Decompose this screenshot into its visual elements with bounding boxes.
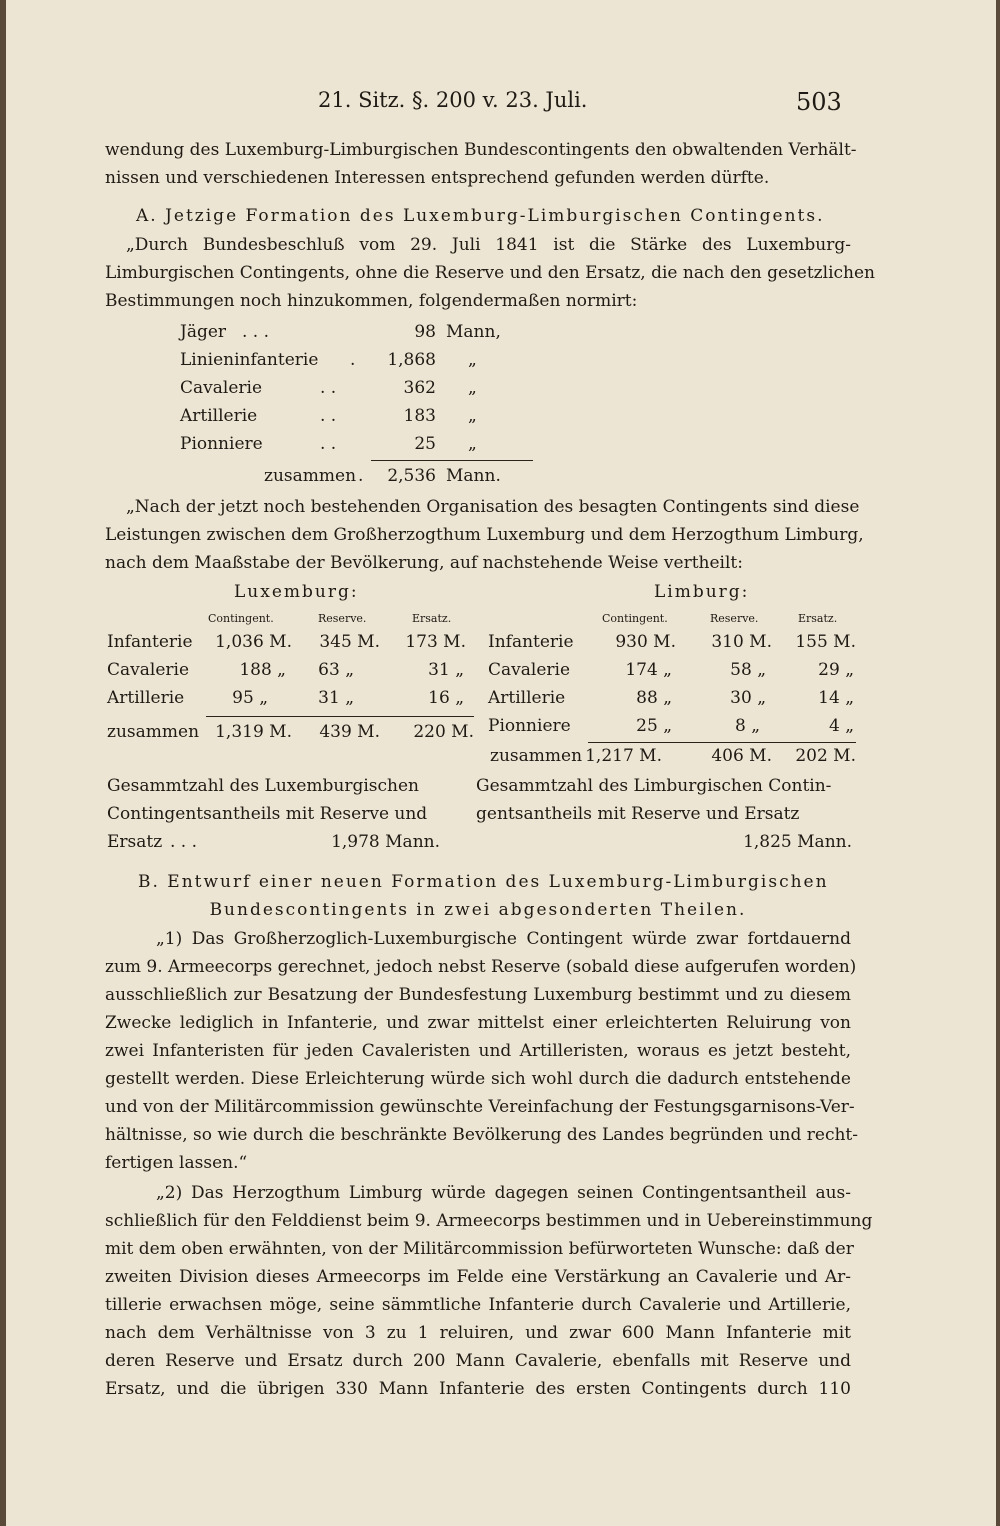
cell-reserve: 345 M. <box>319 632 380 652</box>
total-reserve: 406 M. <box>711 746 772 766</box>
sum-rule <box>206 716 474 717</box>
body-line: mit dem oben erwähnten, von der Militärcommission befürworteten Wunsche: daß der <box>105 1239 854 1259</box>
col-head: Contingent. <box>602 612 668 625</box>
lux-summary-dots: . . . <box>170 832 198 852</box>
col-head: Contingent. <box>208 612 274 625</box>
row-label: Artillerie <box>488 688 566 708</box>
col-head: Reserve. <box>318 612 367 625</box>
col-head: Reserve. <box>710 612 759 625</box>
body-line: „2) Das Herzogthum Limburg würde dagegen seinen Contingentsantheil aus- <box>156 1183 851 1203</box>
cell-contingent: 188 „ <box>239 660 286 680</box>
cell-reserve: 310 M. <box>711 632 772 652</box>
row-label: Pionniere <box>180 434 263 454</box>
cell-reserve: 63 „ <box>318 660 354 680</box>
cell-ersatz: 173 M. <box>405 632 466 652</box>
row-label: Artillerie <box>180 406 258 426</box>
lim-summary-line: gentsantheils mit Reserve und Ersatz <box>476 804 800 824</box>
row-value: 183 <box>403 406 436 426</box>
cell-contingent: 174 „ <box>625 660 672 680</box>
row-label: Infanterie <box>107 632 193 652</box>
running-head: 21. Sitz. §. 200 v. 23. Juli. <box>318 88 588 112</box>
body-line: „Nach der jetzt noch bestehenden Organisation des besagten Contingents sind diese <box>126 497 860 517</box>
sum-rule <box>371 460 533 461</box>
cell-contingent: 25 „ <box>636 716 672 736</box>
cell-ersatz: 16 „ <box>428 688 464 708</box>
cell-reserve: 30 „ <box>730 688 766 708</box>
cell-contingent: 1,036 M. <box>215 632 292 652</box>
body-line: ausschließlich zur Besatzung der Bundesfestung Luxemburg bestimmt und zu diesem <box>105 985 851 1005</box>
body-line: deren Reserve und Ersatz durch 200 Mann Cavalerie, ebenfalls mit Reserve und <box>105 1351 851 1371</box>
row-value: 98 <box>414 322 436 342</box>
body-line: schließlich für den Felddienst beim 9. Armeecorps bestimmen und in Uebereinstimmung <box>105 1211 873 1231</box>
body-line: wendung des Luxemburg-Limburgischen Bundescontingents den obwaltenden Verhält- <box>105 140 857 160</box>
total-reserve: 439 M. <box>319 722 380 742</box>
sum-rule <box>588 742 856 743</box>
row-label: Linieninfanterie <box>180 350 319 370</box>
cell-reserve: 8 „ <box>734 716 760 736</box>
row-unit: Mann, <box>446 322 501 342</box>
body-line: gestellt werden. Diese Erleichterung würde sich wohl durch die dadurch entstehende <box>105 1069 851 1089</box>
row-value: 1,868 <box>387 350 436 370</box>
total-unit: Mann. <box>446 466 501 486</box>
cell-reserve: 31 „ <box>318 688 354 708</box>
row-dots: . . <box>320 406 337 426</box>
document-page <box>6 0 996 1526</box>
section-b-heading: Bundescontingents in zwei abgesonderten Theilen. <box>209 900 747 920</box>
total-label: zusammen <box>490 746 583 766</box>
total-label: zusammen <box>107 722 200 742</box>
lux-summary-label: Ersatz <box>107 832 163 852</box>
row-unit: „ <box>468 378 477 398</box>
row-value: 362 <box>403 378 436 398</box>
limburg-title: Limburg: <box>654 582 750 602</box>
body-line: Bestimmungen noch hinzukommen, folgendermaßen normirt: <box>105 291 638 311</box>
row-dots: . . <box>320 434 337 454</box>
body-line: fertigen lassen.“ <box>105 1153 248 1173</box>
row-label: Cavalerie <box>107 660 190 680</box>
cell-reserve: 58 „ <box>730 660 766 680</box>
body-line: nach dem Maaßstabe der Bevölkerung, auf nachstehende Weise vertheilt: <box>105 553 743 573</box>
row-unit: „ <box>468 406 477 426</box>
cell-contingent: 88 „ <box>636 688 672 708</box>
body-line: hältnisse, so wie durch die beschränkte Bevölkerung des Landes begründen und recht- <box>105 1125 859 1145</box>
lux-summary-line: Gesammtzahl des Luxemburgischen <box>107 776 420 796</box>
col-head: Ersatz. <box>412 612 452 625</box>
body-line: Ersatz, und die übrigen 330 Mann Infanterie des ersten Contingents durch 110 <box>105 1379 851 1399</box>
body-line: Leistungen zwischen dem Großherzogthum Luxemburg und dem Herzogthum Limburg, <box>105 525 864 545</box>
row-label: Infanterie <box>488 632 574 652</box>
row-label: Artillerie <box>107 688 185 708</box>
lux-summary-total: 1,978 Mann. <box>331 832 440 852</box>
cell-ersatz: 14 „ <box>818 688 854 708</box>
row-dots: . <box>350 350 356 370</box>
body-line: Limburgischen Contingents, ohne die Reserve und den Ersatz, die nach den gesetzlichen <box>105 263 875 283</box>
total-value: 2,536 <box>387 466 436 486</box>
cell-contingent: 95 „ <box>232 688 268 708</box>
cell-contingent: 930 M. <box>615 632 676 652</box>
col-head: Ersatz. <box>798 612 838 625</box>
body-line: tillerie erwachsen möge, seine sämmtliche Infanterie durch Cavalerie und Artillerie, <box>105 1295 851 1315</box>
body-line: „Durch Bundesbeschluß vom 29. Juli 1841 ist die Stärke des Luxemburg- <box>126 235 851 255</box>
total-contingent: 1,319 M. <box>215 722 292 742</box>
cell-ersatz: 155 M. <box>795 632 856 652</box>
total-label: zusammen <box>264 466 357 486</box>
section-b-heading: B. Entwurf einer neuen Formation des Luxemburg-Limburgischen <box>138 872 829 892</box>
row-label: Cavalerie <box>180 378 263 398</box>
total-contingent: 1,217 M. <box>585 746 662 766</box>
body-line: nach dem Verhältnisse von 3 zu 1 reluiren, und zwar 600 Mann Infanterie mit <box>105 1323 851 1343</box>
row-label: Cavalerie <box>488 660 571 680</box>
section-a-heading: A. Jetzige Formation des Luxemburg-Limburgischen Contingents. <box>136 206 825 226</box>
cell-ersatz: 4 „ <box>828 716 854 736</box>
total-ersatz: 202 M. <box>795 746 856 766</box>
row-unit: „ <box>468 434 477 454</box>
lim-summary-total: 1,825 Mann. <box>743 832 852 852</box>
total-dots: . <box>358 466 364 486</box>
row-label: Pionniere <box>488 716 571 736</box>
page-number: 503 <box>796 88 842 116</box>
lim-summary-line: Gesammtzahl des Limburgischen Contin- <box>476 776 832 796</box>
total-ersatz: 220 M. <box>413 722 474 742</box>
row-unit: „ <box>468 350 477 370</box>
row-value: 25 <box>414 434 436 454</box>
luxemburg-title: Luxemburg: <box>234 582 359 602</box>
body-line: zwei Infanteristen für jeden Cavaleristen und Artilleristen, woraus es jetzt besteht, <box>105 1041 851 1061</box>
body-line: „1) Das Großherzoglich-Luxemburgische Contingent würde zwar fortdauernd <box>156 929 851 949</box>
body-line: zum 9. Armeecorps gerechnet, jedoch nebst Reserve (sobald diese aufgerufen worden) <box>105 957 857 977</box>
body-line: Zwecke lediglich in Infanterie, und zwar mittelst einer erleichterten Reluirung von <box>105 1013 851 1033</box>
row-label: Jäger <box>180 322 227 342</box>
row-dots: . . <box>320 378 337 398</box>
cell-ersatz: 31 „ <box>428 660 464 680</box>
cell-ersatz: 29 „ <box>818 660 854 680</box>
row-dots: . . . <box>242 322 270 342</box>
body-line: zweiten Division dieses Armeecorps im Felde eine Verstärkung an Cavalerie und Ar- <box>105 1267 851 1287</box>
body-line: nissen und verschiedenen Interessen entsprechend gefunden werden dürfte. <box>105 168 770 188</box>
lux-summary-line: Contingentsantheils mit Reserve und <box>107 804 428 824</box>
body-line: und von der Militärcommission gewünschte Vereinfachung der Festungsgarnisons-Ver- <box>105 1097 855 1117</box>
